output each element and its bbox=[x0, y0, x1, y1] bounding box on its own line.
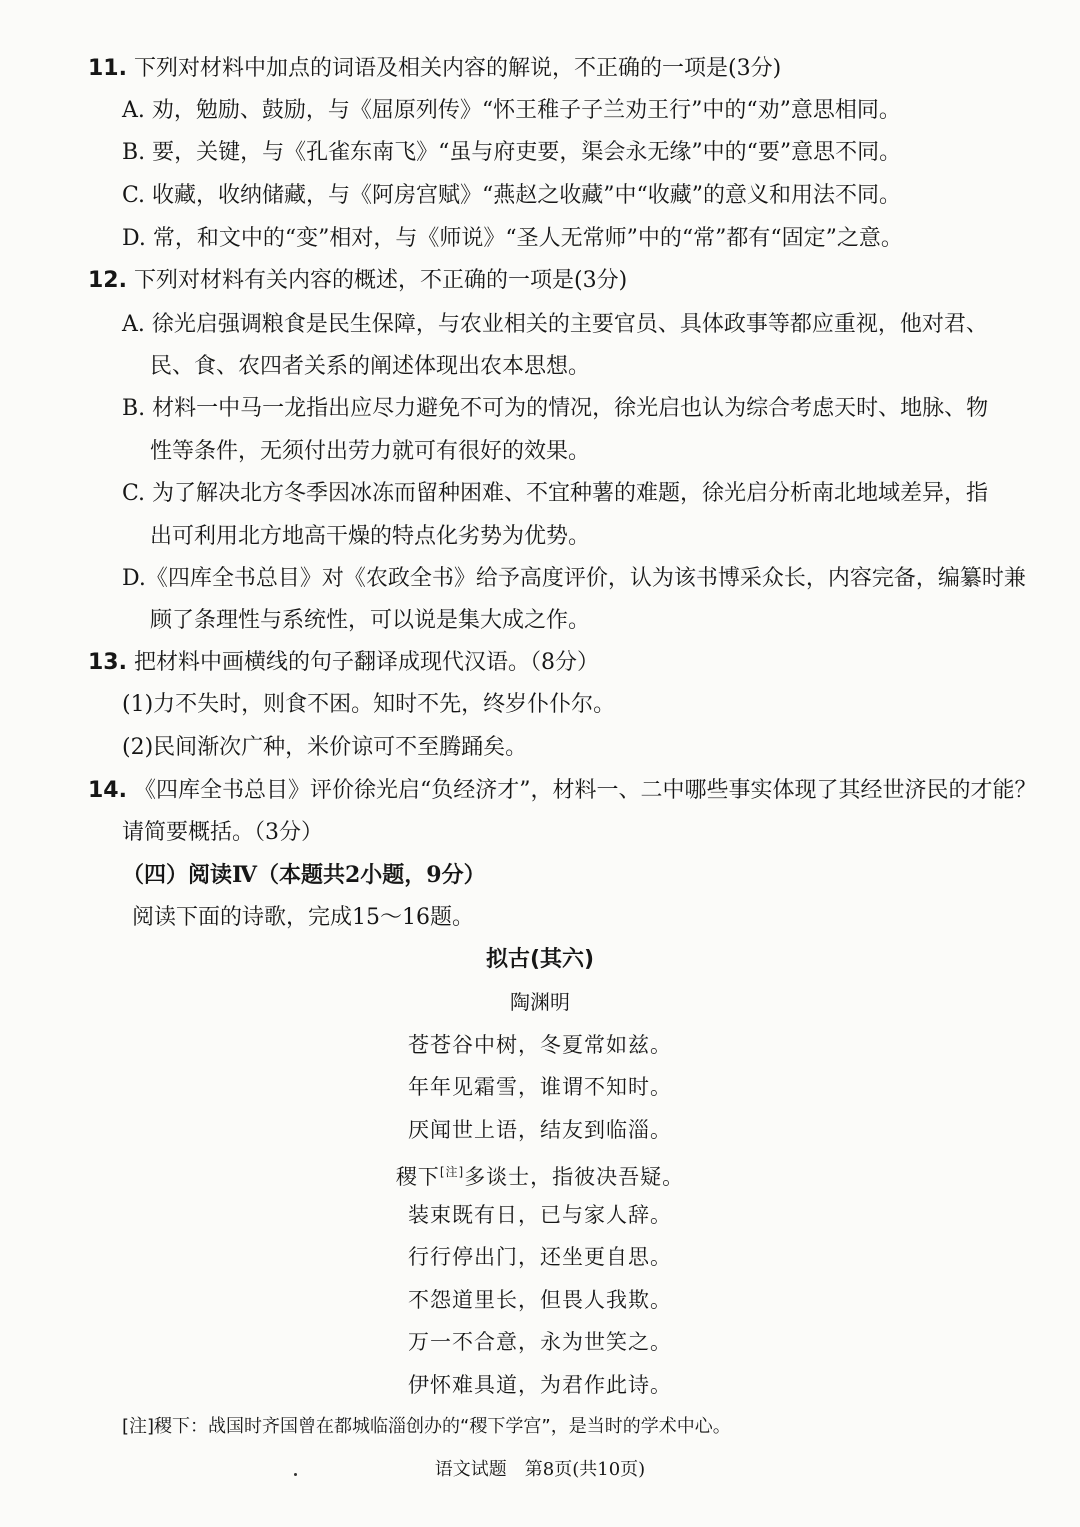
q12-option-a-line2: 民、食、农四者关系的阐述体现出农本思想。 bbox=[150, 354, 591, 379]
q12-option-c-line1: C. 为了解决北方冬季因冰冻而留种困难、不宜种薯的难题，徐光启分析南北地域差异，指 bbox=[122, 481, 989, 506]
q12-option-c-line2: 出可利用北方地高干燥的特点化劣势为优势。 bbox=[150, 524, 591, 549]
poem-line-4-prefix: 稷下 bbox=[395, 1165, 440, 1189]
q13-item-2: (2)民间渐次广种，米价谅可不至腾踊矣。 bbox=[122, 735, 528, 760]
q13-item-1: (1)力不失时，则食不困。知时不先，终岁仆仆尔。 bbox=[122, 692, 616, 717]
note-marker: [注] bbox=[439, 1165, 465, 1179]
q12-option-d-line2: 顾了条理性与系统性，可以说是集大成之作。 bbox=[150, 608, 591, 633]
poem-line-8: 万一不合意，永为世笑之。 bbox=[408, 1330, 672, 1354]
q12-option-b-line1: B. 材料一中马一龙指出应尽力避免不可为的情况，徐光启也认为综合考虑天时、地脉、物 bbox=[122, 396, 989, 421]
poem-line-5: 装束既有日，已与家人辞。 bbox=[408, 1203, 672, 1227]
q12-option-d-line1: D.《四库全书总目》对《农政全书》给予高度评价，认为该书博采众长，内容完备，编纂时兼 bbox=[122, 566, 1026, 591]
poem-line-6: 行行停出门，还坐更自思。 bbox=[408, 1245, 672, 1269]
q14-stem bbox=[88, 776, 1036, 806]
footnote: [注]稷下：战国时齐国曾在都城临淄创办的“稷下学宫”，是当时的学术中心。 bbox=[122, 1416, 731, 1437]
q11-stem bbox=[88, 54, 781, 84]
q12-option-a-line1: A. 徐光启强调粮食是民生保障，与农业相关的主要官员、具体政事等都应重视，他对君、 bbox=[122, 312, 988, 337]
q11-option-a: A. 劝，勉励、鼓励，与《屈原列传》“怀王稚子子兰劝王行”中的“劝”意思相同。 bbox=[122, 98, 901, 123]
q13-stem bbox=[88, 648, 599, 678]
page-footer: 语文试题 第8页(共10页) bbox=[434, 1459, 646, 1480]
poem-author: 陶渊明 bbox=[510, 990, 570, 1014]
q11-stem-text: 下列对材料中加点的词语及相关内容的解说，不正确的一项是(3分) bbox=[133, 56, 782, 81]
q11-option-c: C. 收藏，收纳储藏，与《阿房宫赋》“燕赵之收藏”中“收藏”的意义和用法不同。 bbox=[122, 183, 902, 208]
q13-stem-text: 把材料中画横线的句子翻译成现代汉语。（8分） bbox=[133, 650, 599, 675]
q12-stem bbox=[88, 266, 627, 296]
section-heading: （四）阅读Ⅳ（本题共2小题，9分） bbox=[122, 862, 486, 888]
q12-stem-text: 下列对材料有关内容的概述，不正确的一项是(3分) bbox=[133, 268, 628, 293]
q11-number: 11. bbox=[88, 56, 127, 81]
poem-line-1: 苍苍谷中树，冬夏常如兹。 bbox=[408, 1033, 672, 1057]
poem-line-2: 年年见霜雪，谁谓不知时。 bbox=[408, 1075, 672, 1099]
q14-stem-line2: 请简要概括。（3分） bbox=[122, 820, 323, 845]
q14-stem-text: 《四库全书总目》评价徐光启“负经济才”，材料一、二中哪些事实体现了其经世济民的才能？ bbox=[133, 778, 1037, 803]
poem-line-4 bbox=[0, 1157, 1080, 1192]
poem-line-9: 伊怀难具道，为君作此诗。 bbox=[408, 1373, 672, 1397]
poem-line-4-rest: 多谈士，指彼决吾疑。 bbox=[464, 1165, 685, 1189]
q12-option-b-line2: 性等条件，无须付出劳力就可有很好的效果。 bbox=[150, 439, 591, 464]
q11-option-d: D. 常，和文中的“变”相对，与《师说》“圣人无常师”中的“常”都有“固定”之意。 bbox=[122, 226, 903, 251]
q12-number: 12. bbox=[88, 268, 127, 293]
section-instruction: 阅读下面的诗歌，完成15～16题。 bbox=[132, 905, 474, 930]
poem-title: 拟古(其六) bbox=[485, 947, 595, 972]
q11-option-b: B. 要，关键，与《孔雀东南飞》“虽与府吏要，渠会永无缘”中的“要”意思不同。 bbox=[122, 140, 902, 165]
q14-number: 14. bbox=[88, 778, 127, 803]
poem-line-3: 厌闻世上语，结友到临淄。 bbox=[408, 1118, 672, 1142]
q13-number: 13. bbox=[88, 650, 127, 675]
poem-line-7: 不怨道里长，但畏人我欺。 bbox=[408, 1288, 672, 1312]
